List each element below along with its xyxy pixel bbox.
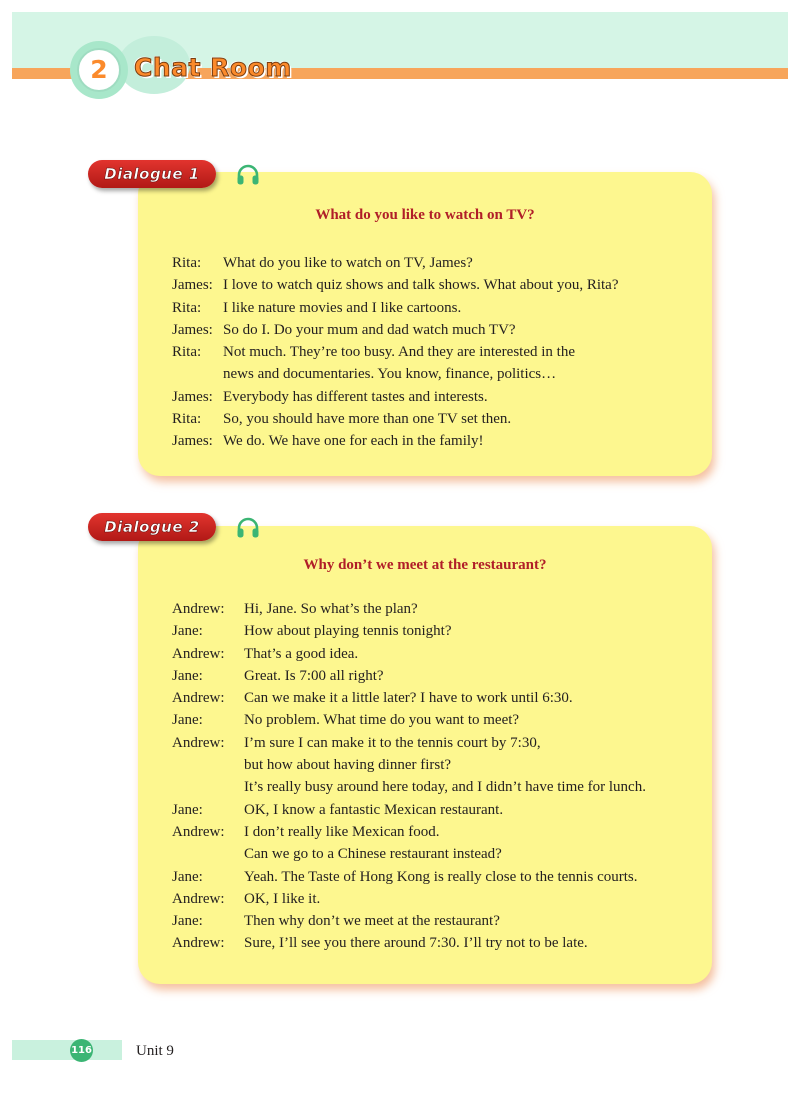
line-text: I’m sure I can make it to the tennis court by 7:30, bbox=[244, 734, 541, 751]
line-text: I love to watch quiz shows and talk shows. What about you, Rita? bbox=[223, 277, 619, 294]
line-text: That’s a good idea. bbox=[244, 645, 359, 662]
page-number: 116 bbox=[70, 1039, 93, 1062]
dialogue-card-2 bbox=[138, 526, 712, 984]
dialogue-title: What do you like to watch on TV? bbox=[315, 207, 535, 223]
line-text: How about playing tennis tonight? bbox=[244, 623, 452, 640]
line-text: So, you should have more than one TV set then. bbox=[223, 411, 512, 428]
line-text: We do. We have one for each in the family! bbox=[223, 433, 484, 450]
line-text: It’s really busy around here today, and I didn’t have time for lunch. bbox=[244, 779, 646, 796]
speaker-name: Jane: bbox=[172, 667, 203, 684]
speaker-name: Rita: bbox=[172, 299, 202, 316]
line-text: I don’t really like Mexican food. bbox=[244, 823, 440, 840]
speaker-name: Andrew: bbox=[172, 645, 225, 662]
line-text: Hi, Jane. So what’s the plan? bbox=[244, 601, 418, 617]
speaker-name: Rita: bbox=[172, 255, 202, 271]
dialogue-label-2 bbox=[88, 513, 216, 541]
line-text: Not much. They’re too busy. And they are interested in the bbox=[223, 344, 575, 361]
speaker-name: Jane: bbox=[172, 801, 203, 818]
section-number: 2 bbox=[77, 48, 121, 92]
line-text: So do I. Do your mum and dad watch much TV? bbox=[223, 321, 516, 338]
dialogue-label-text: Dialogue 1 bbox=[104, 165, 200, 183]
speaker-name: James: bbox=[172, 388, 213, 405]
speaker-name: Jane: bbox=[172, 623, 203, 640]
headphones-icon[interactable] bbox=[236, 517, 260, 539]
line-text: Everybody has different tastes and interests. bbox=[223, 388, 488, 405]
speaker-name: James: bbox=[172, 321, 213, 338]
line-text: news and documentaries. You know, finance, politics… bbox=[223, 366, 557, 383]
speaker-name: Jane: bbox=[172, 868, 203, 885]
line-text: Yeah. The Taste of Hong Kong is really close to the tennis courts. bbox=[244, 868, 638, 885]
speaker-name: Jane: bbox=[172, 712, 203, 729]
speaker-name: Andrew: bbox=[172, 734, 225, 751]
speaker-name: Andrew: bbox=[172, 935, 225, 952]
line-text: Then why don’t we meet at the restaurant? bbox=[244, 913, 500, 930]
line-text: Sure, I’ll see you there around 7:30. I’ll try not to be late. bbox=[244, 935, 588, 952]
speaker-name: James: bbox=[172, 433, 213, 450]
speaker-name: Andrew: bbox=[172, 823, 225, 840]
line-text: I like nature movies and I like cartoons. bbox=[223, 299, 462, 316]
line-text: but how about having dinner first? bbox=[244, 757, 452, 774]
line-text: Can we go to a Chinese restaurant instead? bbox=[244, 846, 502, 863]
line-text: What do you like to watch on TV, James? bbox=[223, 255, 473, 271]
speaker-name: Andrew: bbox=[172, 690, 225, 707]
speaker-name: James: bbox=[172, 277, 213, 294]
speaker-name: Rita: bbox=[172, 344, 202, 361]
dialogue-label-1 bbox=[88, 160, 216, 188]
line-text: OK, I like it. bbox=[244, 890, 321, 907]
line-text: OK, I know a fantastic Mexican restaurant. bbox=[244, 801, 504, 818]
line-text: No problem. What time do you want to meet? bbox=[244, 712, 520, 729]
unit-label: Unit 9 bbox=[136, 1043, 174, 1059]
headphones-icon[interactable] bbox=[236, 164, 260, 186]
speaker-name: Andrew: bbox=[172, 601, 225, 617]
speaker-name: Jane: bbox=[172, 913, 203, 930]
line-text: Great. Is 7:00 all right? bbox=[244, 667, 384, 684]
dialogue-card-1 bbox=[138, 172, 712, 476]
footer-bar bbox=[12, 1040, 122, 1060]
line-text: Can we make it a little later? I have to work until 6:30. bbox=[244, 690, 573, 707]
speaker-name: Rita: bbox=[172, 411, 202, 428]
speaker-name: Andrew: bbox=[172, 890, 225, 907]
dialogue-title: Why don’t we meet at the restaurant? bbox=[303, 557, 547, 573]
section-title: Chat Room bbox=[134, 53, 292, 82]
dialogue-label-text: Dialogue 2 bbox=[104, 518, 200, 536]
